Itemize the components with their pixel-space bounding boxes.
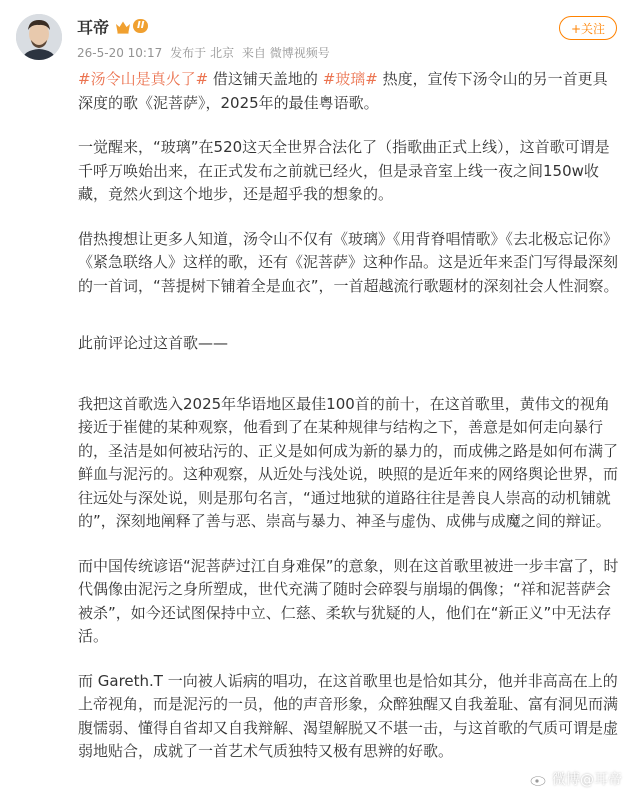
source-prefix: 发布于 bbox=[170, 46, 207, 60]
level-badge: II bbox=[133, 19, 148, 33]
weibo-logo-icon bbox=[530, 772, 548, 786]
post-paragraph-4: 此前评论过这首歌—— bbox=[78, 334, 229, 352]
post-paragraph-6: 而中国传统谚语“泥菩萨过江自身难保”的意象，则在这首歌里被进一步丰富了，时代偶像由泥污之身所塑成，世代充满了随时会碎裂与崩塌的偶像；“祥和泥菩萨会被杀”，如今还试图保持中立、仁慈、柔软与犹疑的人，他们在“新正义”中无法存活。 bbox=[78, 556, 619, 645]
author-row bbox=[77, 14, 148, 38]
topic-link[interactable]: #玻璃# bbox=[322, 70, 378, 88]
post-header bbox=[0, 0, 634, 70]
post-paragraph-5: 我把这首歌选入2025年华语地区最佳100首的前十，在这首歌里，黄伟文的视角接近于崔健的某种观察，他看到了在某种规律与结构之下，善意是如何走向暴行的，圣洁是如何被玷污的、正义是如何成为新的暴力的，而成佛之路是如何布满了鲜血与泥污的。这种观察，从近处与浅处说，映照的是近年来的网络舆论世界，而往远处与深处说，则是那句名言，“通过地狱的道路往往是善良人崇高的动机铺就的”，深刻地阐释了善与恶、崇高与暴力、神圣与虚伪、成佛与成魔之间的辩证。 bbox=[78, 394, 619, 530]
post-location: 北京 bbox=[210, 46, 235, 60]
post-paragraph-7: 而 Gareth.T 一向被人诟病的唱功，在这首歌里也是恰如其分，他并非高高在上的上帝视角，而是泥污的一员，他的声音形象，众醉独醒又自我羞耻、富有洞见而满腹懦弱、懂得自省却又自我辩解、渴望解脱又不堪一击，与这首歌的气质可谓是虚弱地贴合，成就了一首艺术气质独特又极有思辨的好歌。 bbox=[78, 671, 619, 760]
watermark bbox=[530, 769, 622, 789]
author-name[interactable]: 耳帝 bbox=[77, 17, 110, 37]
post-body bbox=[78, 68, 622, 764]
post-meta bbox=[77, 44, 334, 61]
post-text: 热度，宣传下汤令山的另一首更具深度的歌《泥菩萨》，2025年的最佳粤语歌。 bbox=[78, 70, 608, 112]
watermark-text: 微博@耳帝 bbox=[552, 772, 622, 788]
crown-icon bbox=[115, 19, 131, 33]
avatar[interactable] bbox=[16, 14, 62, 60]
user-badge[interactable] bbox=[115, 19, 148, 33]
topic-link[interactable]: #汤令山是真火了# bbox=[78, 70, 209, 88]
post-paragraph-2: 一觉醒来，“玻璃”在520这天全世界合法化了（指歌曲正式上线），这首歌可谓是千呼万唤始出来，在正式发布之前就已经火，但是录音室上线一夜之间150w收藏，竟然火到这个地步，还是超乎我的想象的。 bbox=[78, 138, 610, 203]
post-paragraph-1 bbox=[78, 68, 622, 115]
post-source[interactable]: 来自 微博视频号 bbox=[241, 46, 330, 60]
post-text: 借这铺天盖地的 bbox=[208, 70, 323, 88]
post-paragraph-3: 借热搜想让更多人知道，汤令山不仅有《玻璃》《用背脊唱情歌》《去北极忘记你》《紧急联络人》这样的歌，还有《泥菩萨》这种作品。这是近年来歪门写得最深刻的一首词，“菩提树下铺着全是血衣”，一首超越流行歌题材的深刻社会人性洞察。 bbox=[78, 229, 619, 295]
follow-button[interactable]: +关注 bbox=[559, 16, 617, 40]
post-time[interactable]: 26-5-20 10:17 bbox=[77, 46, 163, 60]
